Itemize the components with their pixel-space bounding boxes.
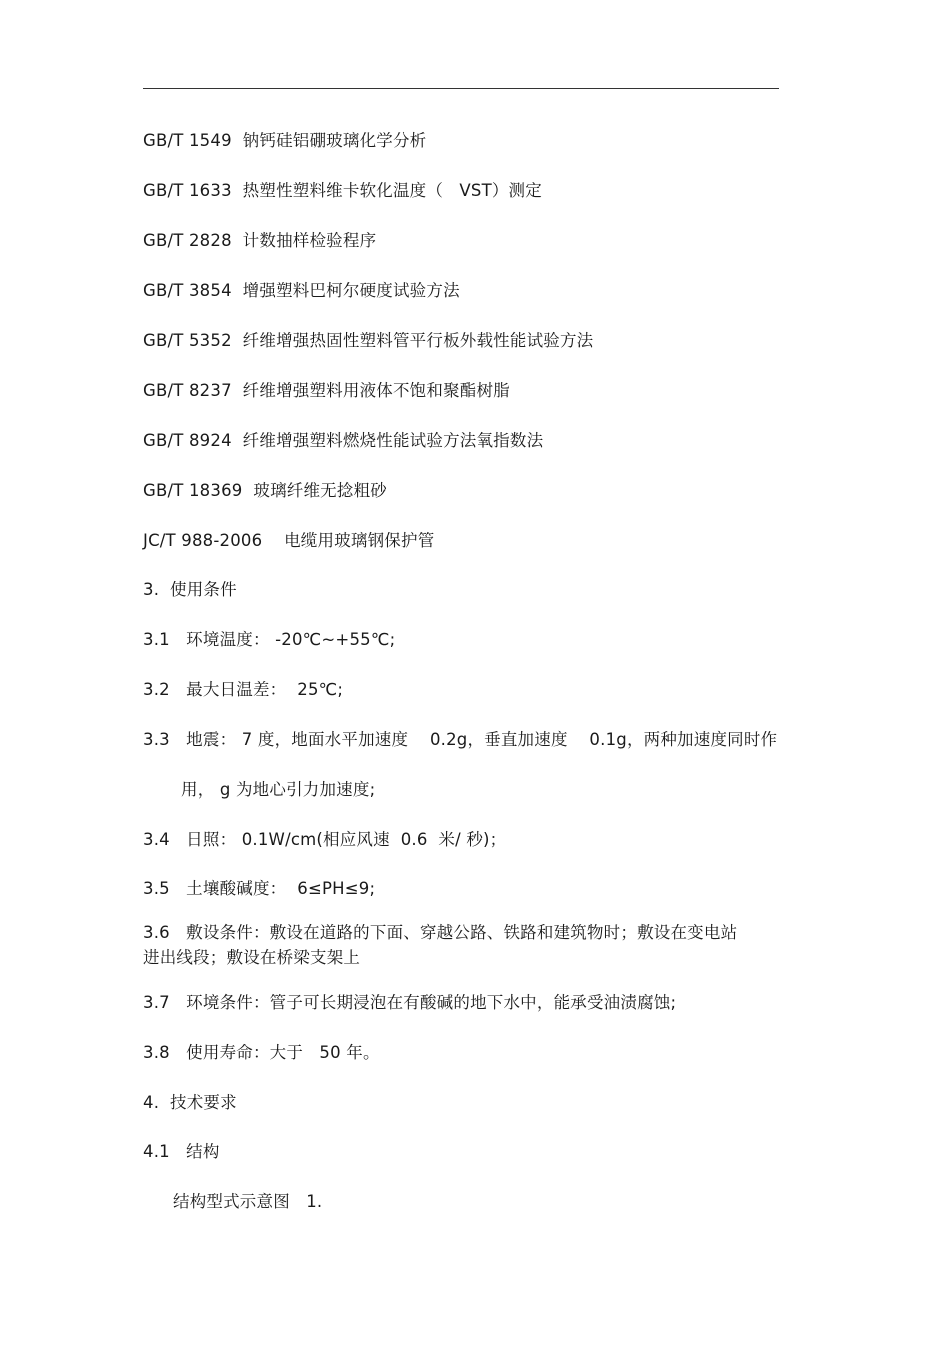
figure-caption: 结构型式示意图 1. (173, 1192, 323, 1211)
condition-3-3-line1: 3.3 地震： 7 度，地面水平加速度 0.2g，垂直加速度 0.1g，两种加速度同时作 (143, 730, 778, 749)
condition-3-7: 3.7 环境条件：管子可长期浸泡在有酸碱的地下水中，能承受油渍腐蚀; (143, 993, 677, 1012)
standard-gb-t-5352: GB/T 5352 纤维增强热固性塑料管平行板外载性能试验方法 (143, 331, 594, 350)
section-4-heading: 4. 技术要求 (143, 1093, 237, 1112)
standard-gb-t-8924: GB/T 8924 纤维增强塑料燃烧性能试验方法氧指数法 (143, 431, 544, 450)
condition-3-5: 3.5 土壤酸碱度： 6≤PH≤9; (143, 879, 376, 898)
standard-jc-t-988: JC/T 988-2006 电缆用玻璃钢保护管 (143, 531, 435, 550)
condition-3-2: 3.2 最大日温差： 25℃; (143, 680, 344, 699)
section-3-heading: 3. 使用条件 (143, 580, 237, 599)
standard-gb-t-1633: GB/T 1633 热塑性塑料维卡软化温度（ VST）测定 (143, 181, 542, 200)
standard-gb-t-8237: GB/T 8237 纤维增强塑料用液体不饱和聚酯树脂 (143, 381, 510, 400)
condition-3-6-line2: 进出线段；敷设在桥梁支架上 (143, 948, 361, 967)
standard-gb-t-3854: GB/T 3854 增强塑料巴柯尔硬度试验方法 (143, 281, 460, 300)
condition-3-1: 3.1 环境温度： -20℃~+55℃; (143, 630, 396, 649)
condition-3-3-line2: 用， g 为地心引力加速度; (181, 780, 376, 799)
header-rule (143, 88, 779, 89)
condition-3-8: 3.8 使用寿命：大于 50 年。 (143, 1043, 380, 1062)
standard-gb-t-1549: GB/T 1549 钠钙硅铝硼玻璃化学分析 (143, 131, 427, 150)
section-4-1-heading: 4.1 结构 (143, 1142, 220, 1161)
standard-gb-t-2828: GB/T 2828 计数抽样检验程序 (143, 231, 377, 250)
condition-3-4: 3.4 日照： 0.1W/cm(相应风速 0.6 米/ 秒)； (143, 830, 507, 849)
condition-3-6-line1: 3.6 敷设条件：敷设在道路的下面、穿越公路、铁路和建筑物时；敷设在变电站 (143, 923, 738, 942)
standard-gb-t-18369: GB/T 18369 玻璃纤维无捻粗砂 (143, 481, 387, 500)
